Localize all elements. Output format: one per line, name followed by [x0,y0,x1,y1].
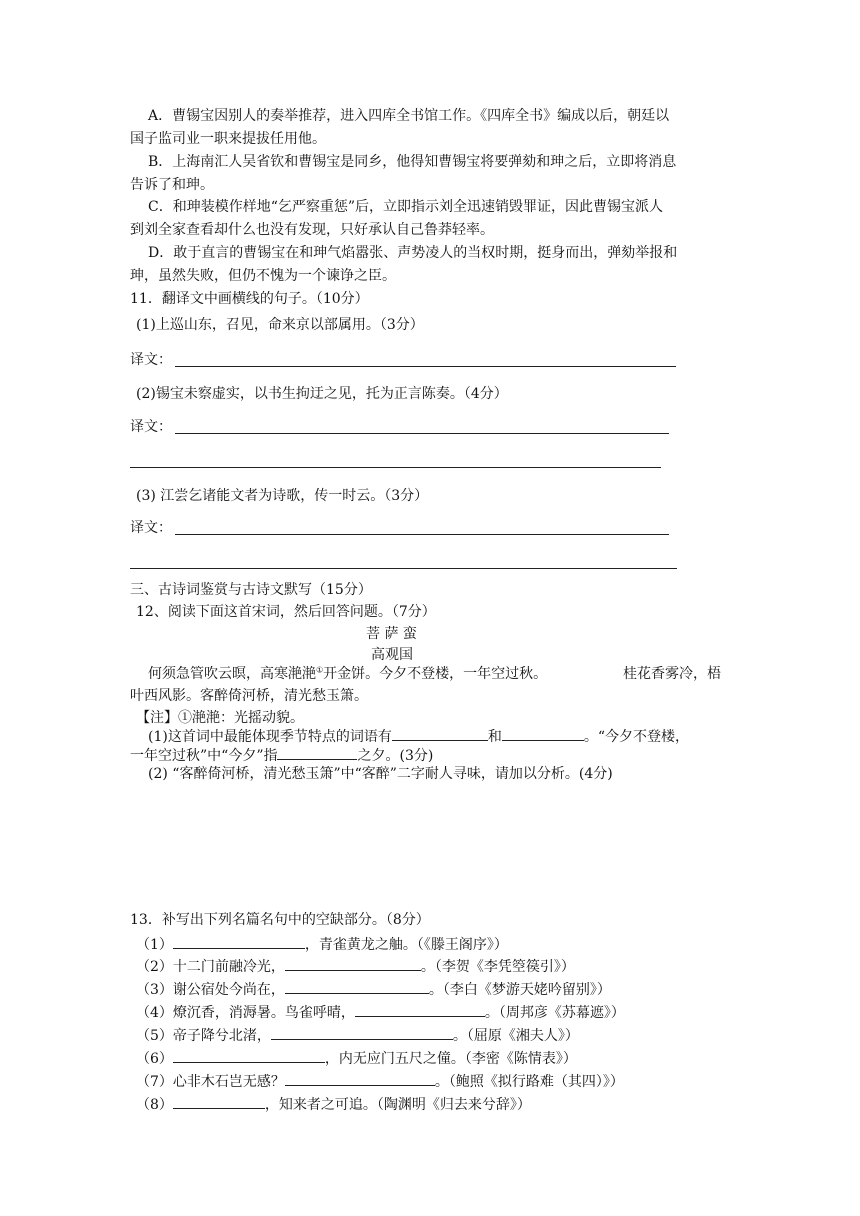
q13-blank-7[interactable] [285,1070,435,1086]
q12-sub1-text-d: 一年空过秋”中“今夕”指 [130,748,278,764]
q13-blank-2[interactable] [285,955,421,971]
q13-item-5 [136,1024,579,1046]
q13-item-5-prefix: （5）帝子降兮北渚， [136,1028,271,1044]
q13-item-7-text: 。（鲍照《拟行路难（其四）》） [434,1074,624,1090]
q13-item-3-prefix: （3）谢公宿处今尚在， [136,982,285,998]
poem-line-1 [148,664,547,684]
q13-item-3-text: 。（李白《梦游天姥吟留别》） [428,982,611,998]
footnote-marker: ① [316,665,324,675]
q13-item-7-prefix: （7）心非木石岂无感？ [136,1074,285,1090]
q13-item-5-text: 。（屈原《湘夫人》） [452,1028,579,1044]
q12-blank-2[interactable] [502,725,584,741]
q13-title: 13．补写出下列名篇名句中的空缺部分。（8分） [130,912,430,928]
q13-blank-8[interactable] [173,1093,265,1109]
poem-author: 高观国 [371,647,413,663]
q11-answer-label-1: 译文： [130,352,172,368]
q11-answer-line-3b[interactable] [130,568,677,569]
option-b-line1: B．上海南汇人吴省钦和曹锡宝是同乡，他得知曹锡宝将要弹劾和珅之后，立即将消息 [148,154,677,170]
poem-note: 【注】①滟滟：光摇动貌。 [136,710,304,726]
q12-blank-1[interactable] [392,725,488,741]
q13-blank-1[interactable] [173,933,305,949]
poem-line-1a: 何须急管吹云暝，高寒滟滟 [148,666,316,682]
q12-sub1-text-e: 之夕。(3分) [357,748,434,764]
option-b-line2: 告诉了和珅。 [130,177,214,193]
q13-item-2 [136,955,575,977]
q13-item-7 [136,1070,624,1092]
q13-item-1-text: ，青雀黄龙之舳。（《滕王阁序》） [304,937,508,953]
poem-title: 菩 萨 蛮 [366,626,417,642]
q12-blank-3[interactable] [277,744,357,760]
option-c-line2: 到刘全家查看却什么也没有发现，只好承认自己鲁莽轻率。 [130,222,494,238]
q12-sub2: (2) “客醉倚河桥，清光愁玉箫”中“客醉”二字耐人寻味，请加以分析。(4分) [148,766,613,782]
q13-item-1 [136,933,508,955]
poem-line-1c: 桂花香雾冷，梧 [623,666,721,682]
q11-answer-line-2a[interactable] [175,433,669,434]
q13-item-8 [136,1093,531,1115]
q13-item-4-text: 。（周邦彦《苏幕遮》） [484,1005,625,1021]
q12-intro: 12、阅读下面这首宋词，然后回答问题。（7分） [136,604,436,620]
q13-blank-5[interactable] [271,1024,453,1040]
q13-item-1-prefix: （1） [136,937,173,953]
q11-sentence-1: (1)上巡山东，召见，命来京以部属用。（3分） [136,317,424,333]
q12-sub1-text-a: (1)这首词中最能体现季节特点的词语有 [148,729,392,745]
q11-answer-label-3: 译文： [130,520,172,536]
q11-answer-line-3a[interactable] [175,534,669,535]
q13-item-8-prefix: （8） [136,1097,173,1113]
q13-item-4 [136,1001,625,1023]
option-d-line1: D．敢于直言的曹锡宝在和珅气焰嚣张、声势凌人的当权时期，挺身而出，弹劾举报和 [148,245,678,261]
q12-sub1-text-c: 。“今夕不登楼， [583,729,690,745]
q13-item-8-text: ，知来者之可追。（陶渊明《归去来兮辞》） [264,1097,531,1113]
option-a-line1: A．曹锡宝因别人的奏举推荐，进入四库全书馆工作。《四库全书》编成以后，朝廷以 [148,108,670,124]
q11-sentence-2: (2)锡宝未察虚实，以书生拘迂之见，托为正言陈奏。（4分） [136,386,508,402]
q13-blank-6[interactable] [173,1047,325,1063]
option-d-line2: 珅，虽然失败，但仍不愧为一个谏诤之臣。 [130,268,396,284]
q13-item-2-text: 。（李贺《李凭箜篌引》） [420,959,575,975]
q13-blank-4[interactable] [355,1001,485,1017]
option-c-line1: C．和珅装模作样地“乞严察重惩”后，立即指示刘全迅速销毁罪证，因此曹锡宝派人 [148,199,664,215]
q11-sentence-3: (3) 江尝乞诸能文者为诗歌，传一时云。（3分） [136,488,429,504]
option-a-line2: 国子监司业一职来提拔任用他。 [130,131,326,147]
poem-line-2: 叶西风影。客醉倚河桥，清光愁玉箫。 [130,688,368,704]
q12-sub1-line2 [130,744,433,766]
q11-answer-label-2: 译文： [130,419,172,435]
q13-item-6 [136,1047,577,1069]
section-3-title: 三、古诗词鉴赏与古诗文默写（15分） [130,582,372,598]
q11-answer-line-1[interactable] [175,366,676,367]
q13-item-4-prefix: （4）燎沉香，消溽暑。鸟雀呼晴， [136,1005,355,1021]
q13-blank-3[interactable] [285,978,429,994]
q13-item-6-text: ，内无应门五尺之僮。（李密《陈情表》） [324,1051,577,1067]
q12-sub1-text-b: 和 [487,729,502,745]
q13-item-6-prefix: （6） [136,1051,173,1067]
poem-line-1b: 开金饼。今夕不登楼，一年空过秋。 [323,666,548,682]
q13-item-2-prefix: （2）十二门前融冷光， [136,959,285,975]
q13-item-3 [136,978,611,1000]
q11-answer-line-2b[interactable] [130,467,661,468]
q11-title: 11．翻译文中画横线的句子。（10分） [130,291,369,307]
